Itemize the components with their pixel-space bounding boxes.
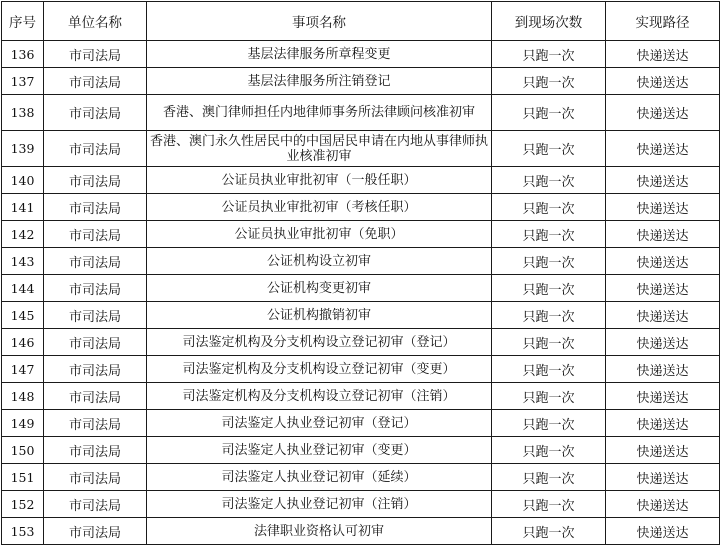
- header-serial-number: 序号: [2, 2, 44, 41]
- delivery-path: 快递送达: [606, 95, 720, 131]
- table-row: [2, 41, 720, 68]
- serial-number: 138: [2, 95, 44, 131]
- site-visits: 只跑一次: [492, 302, 606, 329]
- site-visits: 只跑一次: [492, 131, 606, 167]
- table-row: [2, 464, 720, 491]
- delivery-path: 快递送达: [606, 329, 720, 356]
- serial-number: 141: [2, 194, 44, 221]
- unit-name: 市司法局: [44, 329, 147, 356]
- delivery-path: 快递送达: [606, 491, 720, 518]
- unit-name: 市司法局: [44, 221, 147, 248]
- unit-name: 市司法局: [44, 41, 147, 68]
- item-name: 司法鉴定人执业登记初审（变更）: [147, 437, 492, 464]
- unit-name: 市司法局: [44, 248, 147, 275]
- item-name: 公证员执业审批初审（免职）: [147, 221, 492, 248]
- site-visits: 只跑一次: [492, 356, 606, 383]
- unit-name: 市司法局: [44, 491, 147, 518]
- unit-name: 市司法局: [44, 410, 147, 437]
- delivery-path: 快递送达: [606, 167, 720, 194]
- unit-name: 市司法局: [44, 68, 147, 95]
- delivery-path: 快递送达: [606, 356, 720, 383]
- header-site-visits: 到现场次数: [492, 2, 606, 41]
- table-row: [2, 95, 720, 131]
- serial-number: 137: [2, 68, 44, 95]
- site-visits: 只跑一次: [492, 68, 606, 95]
- table-row: [2, 383, 720, 410]
- site-visits: 只跑一次: [492, 275, 606, 302]
- site-visits: 只跑一次: [492, 167, 606, 194]
- table-row: [2, 194, 720, 221]
- serial-number: 140: [2, 167, 44, 194]
- delivery-path: 快递送达: [606, 194, 720, 221]
- table-row: [2, 518, 720, 545]
- serial-number: 144: [2, 275, 44, 302]
- table-row: [2, 356, 720, 383]
- service-items-table: [1, 1, 720, 545]
- item-name: 基层法律服务所章程变更: [147, 41, 492, 68]
- header-row: [2, 2, 720, 41]
- unit-name: 市司法局: [44, 437, 147, 464]
- serial-number: 147: [2, 356, 44, 383]
- table-row: [2, 275, 720, 302]
- serial-number: 148: [2, 383, 44, 410]
- table-row: [2, 68, 720, 95]
- header-delivery-path: 实现路径: [606, 2, 720, 41]
- serial-number: 153: [2, 518, 44, 545]
- item-name: 基层法律服务所注销登记: [147, 68, 492, 95]
- item-name: 司法鉴定机构及分支机构设立登记初审（注销）: [147, 383, 492, 410]
- unit-name: 市司法局: [44, 464, 147, 491]
- item-name: 司法鉴定人执业登记初审（延续）: [147, 464, 492, 491]
- site-visits: 只跑一次: [492, 437, 606, 464]
- item-name: 公证员执业审批初审（一般任职）: [147, 167, 492, 194]
- delivery-path: 快递送达: [606, 302, 720, 329]
- item-name: 司法鉴定机构及分支机构设立登记初审（登记）: [147, 329, 492, 356]
- item-name: 法律职业资格认可初审: [147, 518, 492, 545]
- item-name: 司法鉴定人执业登记初审（注销）: [147, 491, 492, 518]
- unit-name: 市司法局: [44, 356, 147, 383]
- table-row: [2, 167, 720, 194]
- unit-name: 市司法局: [44, 95, 147, 131]
- serial-number: 150: [2, 437, 44, 464]
- serial-number: 145: [2, 302, 44, 329]
- serial-number: 151: [2, 464, 44, 491]
- serial-number: 143: [2, 248, 44, 275]
- site-visits: 只跑一次: [492, 518, 606, 545]
- unit-name: 市司法局: [44, 383, 147, 410]
- item-name: 香港、澳门永久性居民中的中国居民申请在内地从事律师执业核准初审: [147, 131, 492, 167]
- item-name: 香港、澳门律师担任内地律师事务所法律顾问核准初审: [147, 95, 492, 131]
- item-name: 司法鉴定机构及分支机构设立登记初审（变更）: [147, 356, 492, 383]
- site-visits: 只跑一次: [492, 194, 606, 221]
- table-row: [2, 410, 720, 437]
- serial-number: 149: [2, 410, 44, 437]
- site-visits: 只跑一次: [492, 248, 606, 275]
- site-visits: 只跑一次: [492, 41, 606, 68]
- serial-number: 139: [2, 131, 44, 167]
- item-name: 公证机构设立初审: [147, 248, 492, 275]
- item-name: 公证机构撤销初审: [147, 302, 492, 329]
- header-item-name: 事项名称: [147, 2, 492, 41]
- site-visits: 只跑一次: [492, 329, 606, 356]
- delivery-path: 快递送达: [606, 41, 720, 68]
- unit-name: 市司法局: [44, 167, 147, 194]
- serial-number: 136: [2, 41, 44, 68]
- delivery-path: 快递送达: [606, 68, 720, 95]
- table-row: [2, 131, 720, 167]
- delivery-path: 快递送达: [606, 383, 720, 410]
- item-name: 司法鉴定人执业登记初审（登记）: [147, 410, 492, 437]
- item-name: 公证机构变更初审: [147, 275, 492, 302]
- serial-number: 146: [2, 329, 44, 356]
- table-row: [2, 302, 720, 329]
- unit-name: 市司法局: [44, 131, 147, 167]
- table-row: [2, 491, 720, 518]
- unit-name: 市司法局: [44, 302, 147, 329]
- table-row: [2, 329, 720, 356]
- delivery-path: 快递送达: [606, 410, 720, 437]
- delivery-path: 快递送达: [606, 275, 720, 302]
- site-visits: 只跑一次: [492, 464, 606, 491]
- unit-name: 市司法局: [44, 518, 147, 545]
- site-visits: 只跑一次: [492, 410, 606, 437]
- delivery-path: 快递送达: [606, 437, 720, 464]
- unit-name: 市司法局: [44, 194, 147, 221]
- delivery-path: 快递送达: [606, 518, 720, 545]
- unit-name: 市司法局: [44, 275, 147, 302]
- delivery-path: 快递送达: [606, 464, 720, 491]
- table-row: [2, 221, 720, 248]
- item-name: 公证员执业审批初审（考核任职）: [147, 194, 492, 221]
- table-row: [2, 248, 720, 275]
- site-visits: 只跑一次: [492, 95, 606, 131]
- site-visits: 只跑一次: [492, 221, 606, 248]
- table-row: [2, 437, 720, 464]
- site-visits: 只跑一次: [492, 491, 606, 518]
- delivery-path: 快递送达: [606, 131, 720, 167]
- delivery-path: 快递送达: [606, 221, 720, 248]
- delivery-path: 快递送达: [606, 248, 720, 275]
- serial-number: 142: [2, 221, 44, 248]
- serial-number: 152: [2, 491, 44, 518]
- header-unit-name: 单位名称: [44, 2, 147, 41]
- site-visits: 只跑一次: [492, 383, 606, 410]
